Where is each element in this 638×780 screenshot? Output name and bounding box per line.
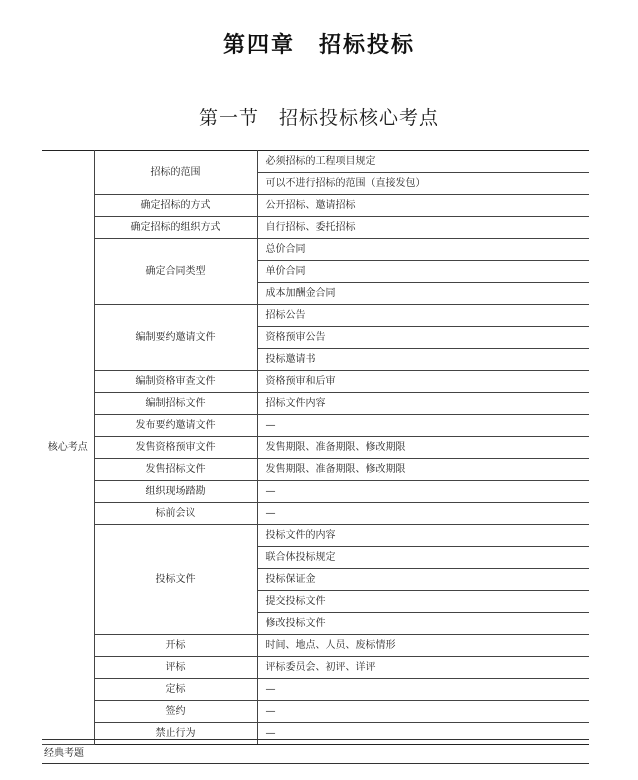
- topic-cell: 确定合同类型: [94, 239, 257, 305]
- detail-cell: —: [257, 679, 589, 701]
- topic-cell: 招标的范围: [94, 151, 257, 195]
- detail-cell: 修改投标文件: [257, 613, 589, 635]
- detail-cell: 联合体投标规定: [257, 547, 589, 569]
- detail-cell: 发售期限、准备期限、修改期限: [257, 459, 589, 481]
- chapter-title: 第四章 招标投标: [222, 33, 415, 58]
- table-row: [42, 239, 589, 261]
- table-row: [42, 481, 589, 503]
- topic-cell: 发售资格预审文件: [94, 437, 257, 459]
- detail-cell: 投标保证金: [257, 569, 589, 591]
- topic-cell: 编制招标文件: [94, 393, 257, 415]
- topic-cell: 发布要约邀请文件: [94, 415, 257, 437]
- table-row: [42, 393, 589, 415]
- table-row: [42, 503, 589, 525]
- topic-cell: 发售招标文件: [94, 459, 257, 481]
- table-row: [42, 151, 589, 173]
- detail-cell: 时间、地点、人员、废标情形: [257, 635, 589, 657]
- table-row: [42, 217, 589, 239]
- topic-cell: 评标: [94, 657, 257, 679]
- category-cell: 核心考点: [42, 151, 94, 745]
- detail-cell: 发售期限、准备期限、修改期限: [257, 437, 589, 459]
- footer-divider-bottom: [42, 763, 589, 764]
- table-row: [42, 723, 589, 745]
- topic-cell: 开标: [94, 635, 257, 657]
- table-row: [42, 305, 589, 327]
- table-row: [42, 415, 589, 437]
- footer-divider-top: [42, 739, 589, 740]
- detail-cell: 单价合同: [257, 261, 589, 283]
- detail-cell: —: [257, 481, 589, 503]
- detail-cell: —: [257, 415, 589, 437]
- detail-cell: 成本加酬金合同: [257, 283, 589, 305]
- table-row: [42, 525, 589, 547]
- table-row: [42, 679, 589, 701]
- table-row: [42, 635, 589, 657]
- table-row: [42, 657, 589, 679]
- detail-cell: —: [257, 701, 589, 723]
- table-row: [42, 371, 589, 393]
- detail-cell: —: [257, 723, 589, 745]
- topic-cell: 定标: [94, 679, 257, 701]
- topic-cell: 标前会议: [94, 503, 257, 525]
- topic-cell: 禁止行为: [94, 723, 257, 745]
- table-row: [42, 459, 589, 481]
- detail-cell: —: [257, 503, 589, 525]
- detail-cell: 自行招标、委托招标: [257, 217, 589, 239]
- core-topics-table: [42, 150, 589, 745]
- detail-cell: 资格预审和后审: [257, 371, 589, 393]
- detail-cell: 必须招标的工程项目规定: [257, 151, 589, 173]
- topic-cell: 组织现场踏勘: [94, 481, 257, 503]
- detail-cell: 总价合同: [257, 239, 589, 261]
- detail-cell: 资格预审公告: [257, 327, 589, 349]
- detail-cell: 招标文件内容: [257, 393, 589, 415]
- topic-cell: 签约: [94, 701, 257, 723]
- topic-cell: 编制资格审查文件: [94, 371, 257, 393]
- section-title: 第一节 招标投标核心考点: [198, 107, 439, 129]
- detail-cell: 公开招标、邀请招标: [257, 195, 589, 217]
- topic-cell: 编制要约邀请文件: [94, 305, 257, 371]
- detail-cell: 可以不进行招标的范围（直接发包）: [257, 173, 589, 195]
- table-row: [42, 437, 589, 459]
- table-body: [42, 151, 589, 745]
- detail-cell: 投标文件的内容: [257, 525, 589, 547]
- footer-label: 经典考题: [44, 748, 84, 759]
- detail-cell: 提交投标文件: [257, 591, 589, 613]
- detail-cell: 投标邀请书: [257, 349, 589, 371]
- topic-cell: 确定招标的组织方式: [94, 217, 257, 239]
- topic-cell: 确定招标的方式: [94, 195, 257, 217]
- table-row: [42, 701, 589, 723]
- table-row: [42, 195, 589, 217]
- topic-cell: 投标文件: [94, 525, 257, 635]
- detail-cell: 招标公告: [257, 305, 589, 327]
- detail-cell: 评标委员会、初评、详评: [257, 657, 589, 679]
